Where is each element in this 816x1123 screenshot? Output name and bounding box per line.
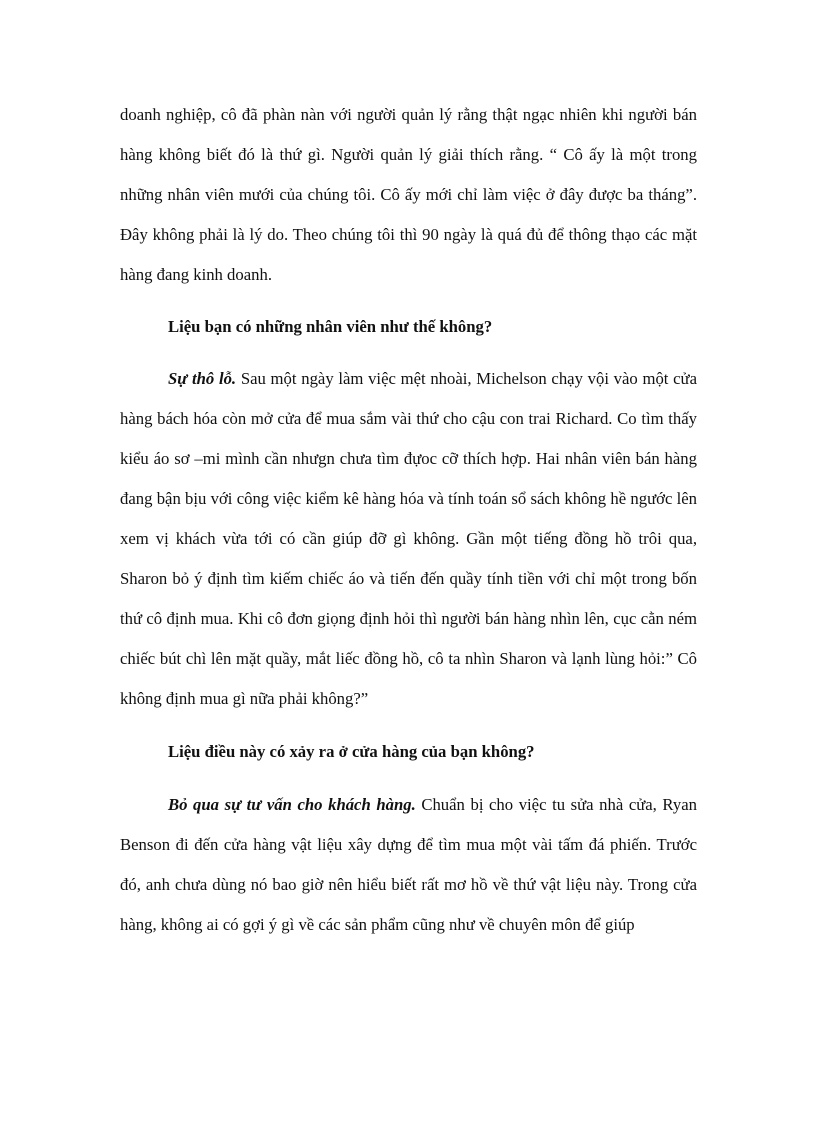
paragraph-body-consulting: Chuẩn bị cho việc tu sửa nhà cửa, Ryan Benson đi đến cửa hàng vật liệu xây dựng để tìm mua một vài tấm đá phiến. Trước đó, anh chưa dùng nó bao giờ nên hiểu biết rất mơ hồ về thứ vật liệu này. Trong cửa hàng, không ai có gợi ý gì về các sản phẩm cũng như về chuyên môn để giúp bbox=[120, 795, 697, 934]
section-heading-employees: Liệu bạn có những nhân viên như thế không? bbox=[168, 317, 493, 336]
spacer bbox=[120, 347, 697, 359]
paragraph-lead-rudeness: Sự thô lỗ. bbox=[168, 369, 237, 388]
spacer bbox=[120, 719, 697, 732]
paragraph-consulting bbox=[120, 785, 697, 945]
paragraph-rudeness bbox=[120, 359, 697, 719]
paragraph-intro: doanh nghiệp, cô đã phàn nàn với người quản lý rằng thật ngạc nhiên khi người bán hàng không biết đó là thứ gì. Người quản lý giải thích rằng. “ Cô ấy là một trong những nhân viên mưới của chúng tôi. Cô ấy mới chỉ làm việc ở đây được ba tháng”. Đây không phải là lý do. Theo chúng tôi thì 90 ngày là quá đủ để thông thạo các mặt hàng đang kinh doanh. bbox=[120, 105, 697, 284]
spacer bbox=[120, 295, 697, 307]
paragraph-lead-consulting: Bỏ qua sự tư vấn cho khách hàng. bbox=[168, 795, 416, 814]
document-page bbox=[120, 95, 697, 945]
paragraph-body-rudeness: Sau một ngày làm việc mệt nhoài, Michelson chạy vội vào một cửa hàng bách hóa còn mở cửa để mua sắm vài thứ cho cậu con trai Richard. Co tìm thấy kiểu áo sơ –mi mình cần nhưgn chưa tìm đựoc cỡ thích hợp. Hai nhân viên bán hàng đang bận bịu với công việc kiểm kê hàng hóa và tính toán sổ sách không hề ngước lên xem vị khách vừa tới có cần giúp đỡ gì không. Gần một tiếng đồng hồ trôi qua, Sharon bỏ ý định tìm kiếm chiếc áo và tiến đến quầy tính tiền với chỉ một trong bốn thứ cô định mua. Khi cô đơn giọng định hỏi thì người bán hàng nhìn lên, cục cằn ném chiếc bút chì lên mặt quầy, mắt liếc đồng hồ, cô ta nhìn Sharon và lạnh lùng hỏi:” Cô không định mua gì nữa phải không?” bbox=[120, 369, 697, 708]
spacer bbox=[120, 772, 697, 785]
section-heading-store: Liệu điều này có xảy ra ở cửa hàng của bạn không? bbox=[168, 742, 535, 761]
